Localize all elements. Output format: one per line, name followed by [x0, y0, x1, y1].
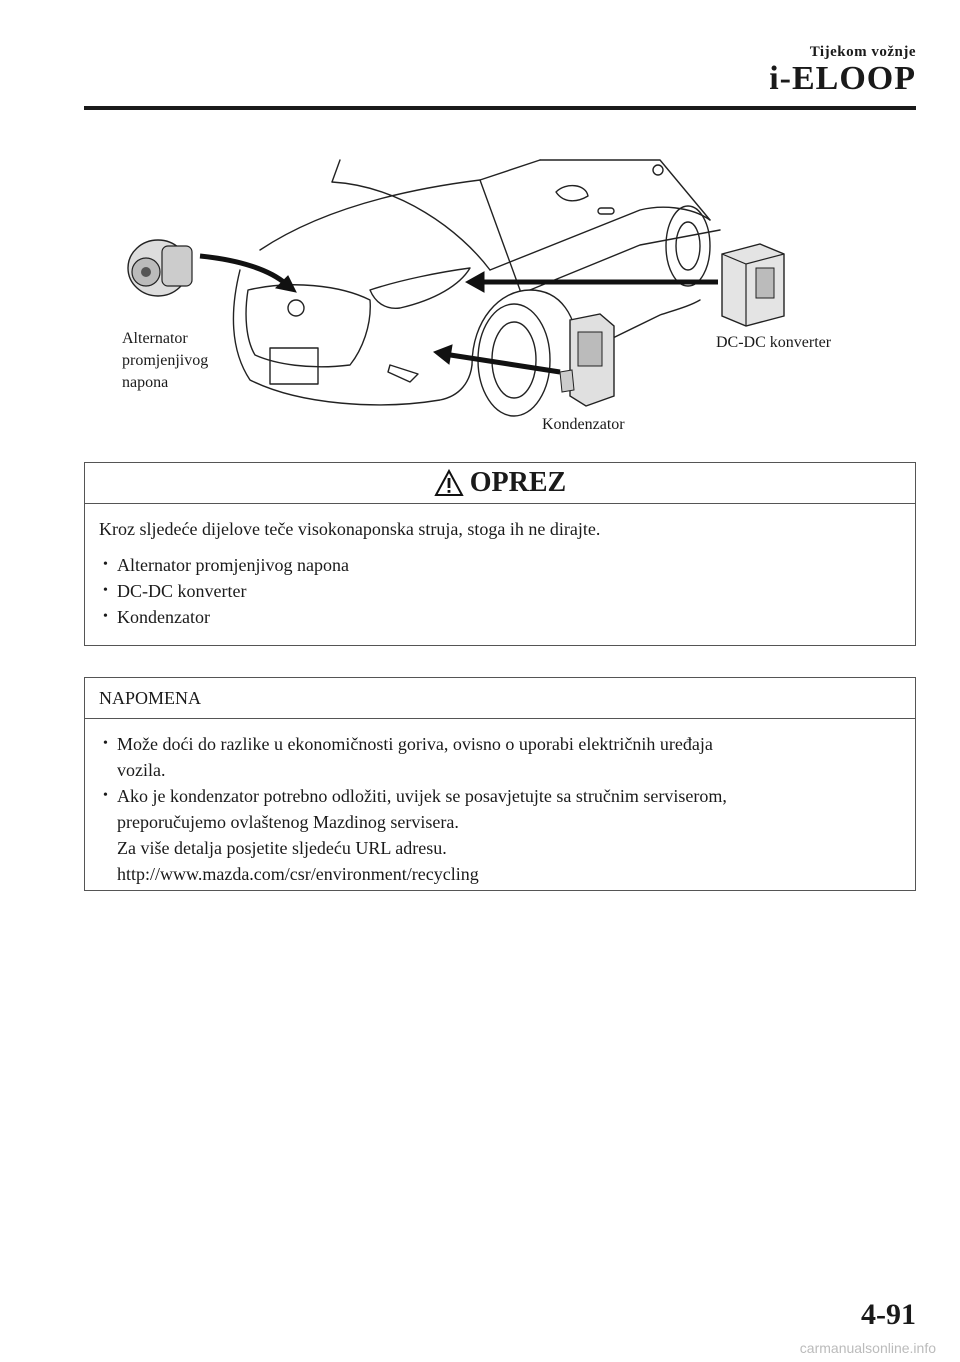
note-item: • Ako je kondenzator potrebno odložiti, uvijek se posavjetujte sa stručnim serviserom, preporučujemo ovlaštenog Mazdinog servisera. Za više detalja posjetite sljedeću URL adresu. http://www.mazda.com/csr/environment/recycling [99, 783, 901, 887]
section-subtitle: Tijekom vožnje [809, 44, 916, 60]
recycling-url: http://www.mazda.com/csr/environment/recycling [117, 864, 479, 884]
car-drawing [100, 150, 880, 450]
watermark: carmanualsonline.info [799, 1340, 936, 1356]
arrows [200, 256, 718, 372]
caution-intro: Kroz sljedeće dijelove teče visokonaponska struja, stoga ih ne dirajte. [99, 519, 601, 539]
note-item: • Može doći do razlike u ekonomičnosti goriva, ovisno o uporabi električnih uređaja vozila. [103, 734, 713, 780]
caution-item: • Kondenzator [103, 607, 210, 627]
alternator-icon [128, 240, 192, 296]
note-body [85, 719, 915, 887]
caution-header [85, 463, 915, 504]
label-alternator: Alternator promjenjivog napona [122, 330, 209, 391]
caution-item: • DC-DC konverter [103, 581, 247, 601]
caution-item: • Alternator promjenjivog napona [103, 555, 349, 575]
dcdc-converter-icon [722, 244, 784, 326]
caution-body [85, 504, 915, 630]
caution-title: OPREZ [469, 467, 567, 498]
kondenzator-icon [560, 314, 614, 406]
section-title: i-ELOOP [769, 60, 916, 97]
caution-box [84, 462, 916, 646]
page-number: 4-91 [861, 1298, 916, 1331]
note-header: NAPOMENA [85, 678, 915, 719]
label-kondenzator: Kondenzator [542, 416, 625, 433]
label-dcdc-converter: DC-DC konverter [716, 334, 832, 351]
header-rule [84, 106, 916, 110]
note-box [84, 677, 916, 891]
car-illustration [100, 150, 880, 450]
warning-triangle-icon [434, 469, 464, 497]
